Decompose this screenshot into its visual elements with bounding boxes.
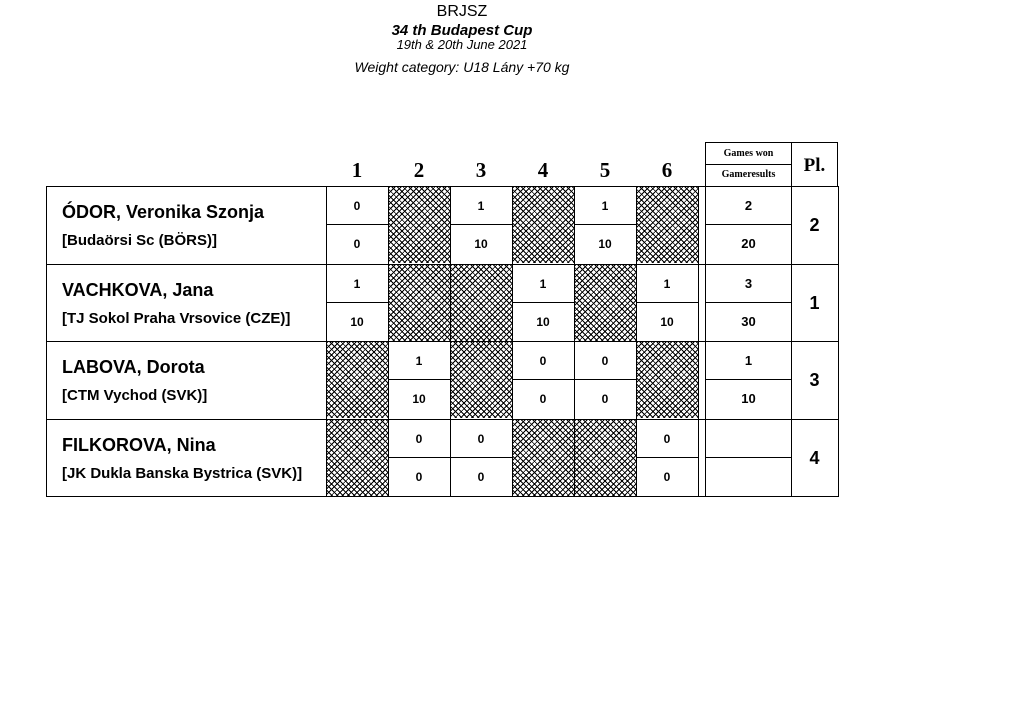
column-number-6: 6 [661, 158, 673, 182]
games-mid-separator [705, 302, 791, 303]
match-score: 10 [412, 392, 426, 406]
organization-title: BRJSZ [436, 3, 488, 20]
column-separator [574, 186, 575, 496]
gameresults-header: Gameresults [721, 169, 776, 180]
column-separator [450, 186, 451, 496]
match-score: 0 [353, 237, 361, 251]
cell-mid-separator [574, 379, 636, 380]
match-win: 1 [663, 277, 671, 291]
match-win: 0 [477, 432, 485, 446]
place-value: 3 [809, 370, 820, 390]
gameresults-value: 20 [741, 236, 756, 251]
match-win: 1 [601, 199, 609, 213]
place-value: 1 [809, 293, 820, 313]
column-separator [636, 186, 637, 496]
cell-mid-separator [574, 224, 636, 225]
column-number-3: 3 [475, 158, 487, 182]
match-win: 1 [477, 199, 485, 213]
row-separator [46, 419, 839, 420]
column-number-2: 2 [413, 158, 425, 182]
column-number-5: 5 [599, 158, 611, 182]
column-separator [512, 186, 513, 496]
match-score: 0 [663, 470, 671, 484]
player-club: [JK Dukla Banska Bystrica (SVK)] [62, 465, 303, 482]
games-won-header: Games won [723, 148, 774, 159]
column-number-4: 4 [537, 158, 549, 182]
games-won-value: 1 [744, 353, 753, 368]
games-mid-separator [705, 224, 791, 225]
player-club: [CTM Vychod (SVK)] [62, 387, 208, 404]
column-number-1: 1 [351, 158, 363, 182]
match-win: 0 [353, 199, 361, 213]
event-dates: 19th & 20th June 2021 [396, 37, 528, 52]
weight-category: Weight category: U18 Lány +70 kg [354, 59, 570, 75]
player-name: VACHKOVA, Jana [62, 280, 214, 300]
cell-mid-separator [388, 379, 450, 380]
match-win: 0 [663, 432, 671, 446]
gameresults-value: 10 [741, 391, 756, 406]
match-score: 0 [601, 392, 609, 406]
event-title: 34 th Budapest Cup [391, 22, 533, 39]
cell-mid-separator [388, 457, 450, 458]
match-win: 1 [539, 277, 547, 291]
match-score: 10 [536, 315, 550, 329]
place-value: 4 [809, 448, 820, 468]
place-value: 2 [809, 215, 820, 235]
games-header-divider [706, 164, 791, 165]
games-mid-separator [705, 457, 791, 458]
column-separator [705, 186, 706, 496]
column-separator [326, 186, 327, 496]
cell-mid-separator [326, 224, 388, 225]
place-header: Pl. [803, 155, 826, 176]
match-win: 1 [353, 277, 361, 291]
player-club: [TJ Sokol Praha Vrsovice (CZE)] [62, 310, 291, 327]
match-score: 10 [598, 237, 612, 251]
match-score: 10 [474, 237, 488, 251]
row-separator [46, 341, 839, 342]
cell-mid-separator [636, 302, 698, 303]
match-win: 0 [601, 354, 609, 368]
row-separator [46, 264, 839, 265]
cell-mid-separator [450, 457, 512, 458]
games-mid-separator [705, 379, 791, 380]
cell-mid-separator [326, 302, 388, 303]
player-name: ÓDOR, Veronika Szonja [62, 202, 265, 222]
match-score: 0 [539, 392, 547, 406]
column-separator [698, 186, 699, 496]
match-score: 10 [660, 315, 674, 329]
column-separator [388, 186, 389, 496]
gameresults-value: 30 [741, 314, 756, 329]
games-won-value: 2 [744, 198, 753, 213]
cell-mid-separator [512, 302, 574, 303]
player-club: [Budaörsi Sc (BÖRS)] [62, 232, 218, 249]
match-score: 0 [415, 470, 423, 484]
match-score: 10 [350, 315, 364, 329]
cell-mid-separator [450, 224, 512, 225]
match-win: 0 [415, 432, 423, 446]
player-name: FILKOROVA, Nina [62, 435, 216, 455]
match-score: 0 [477, 470, 485, 484]
games-won-value: 3 [744, 276, 753, 291]
player-name: LABOVA, Dorota [62, 357, 205, 377]
cell-mid-separator [636, 457, 698, 458]
cell-mid-separator [512, 379, 574, 380]
match-win: 1 [415, 354, 423, 368]
match-win: 0 [539, 354, 547, 368]
